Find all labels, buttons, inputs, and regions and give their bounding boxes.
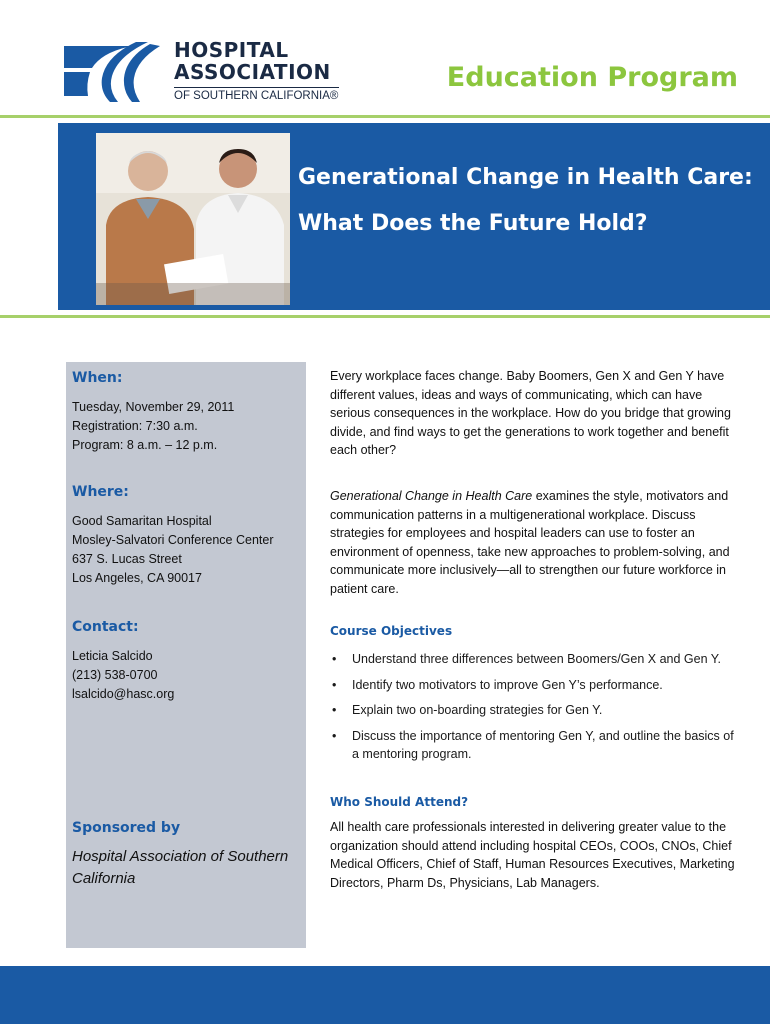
- two-men-photo-icon: [96, 133, 290, 305]
- where-heading: Where:: [72, 484, 129, 500]
- contact-heading: Contact:: [72, 619, 139, 635]
- course-description: [330, 487, 740, 598]
- logo-text-association: ASSOCIATION: [174, 60, 331, 84]
- hasc-logo: [62, 38, 352, 108]
- course-title-italic: Generational Change in Health Care: [330, 489, 533, 503]
- when-registration: Registration: 7:30 a.m.: [72, 419, 198, 433]
- event-details-sidebar: [66, 362, 306, 948]
- title-banner: [58, 123, 770, 310]
- list-item: • Identify two motivators to improve Gen Y’s performance.: [330, 676, 740, 695]
- program-label: Education Program: [446, 62, 738, 93]
- contact-name: Leticia Salcido: [72, 649, 153, 663]
- logo-text-hospital: HOSPITAL: [174, 38, 289, 62]
- where-street: 637 S. Lucas Street: [72, 552, 182, 566]
- event-title-line2: What Does the Future Hold?: [298, 211, 648, 236]
- when-details: [72, 398, 234, 455]
- when-date: Tuesday, November 29, 2011: [72, 400, 235, 414]
- when-heading: When:: [72, 370, 123, 386]
- bottom-divider: [0, 315, 770, 318]
- attend-paragraph: All health care professionals interested in delivering greater value to the organization should attend including hospital CEOs, COOs, CNOs, Chief Medical Officers, Chief of Staff, Human Resources Executives, Marketing Directors, Pharm Ds, Physicians, Lab Managers.: [330, 820, 735, 890]
- footer-bar: [0, 966, 770, 1024]
- intro-paragraph: Every workplace faces change. Baby Boomers, Gen X and Gen Y have different values, ideas and ways of communicating, which can have serious consequences in the workplace. How do you bridge that growing divide, and find ways to get the generations to work together and benefit each other?: [330, 369, 731, 457]
- list-item: • Discuss the importance of mentoring Gen Y, and outline the basics of a mentoring program.: [330, 727, 740, 764]
- contact-phone: (213) 538-0700: [72, 668, 158, 682]
- when-program: Program: 8 a.m. – 12 p.m.: [72, 438, 218, 452]
- contact-email[interactable]: lsalcido@hasc.org: [72, 687, 175, 701]
- objectives-list: [330, 650, 740, 771]
- sponsor-heading: Sponsored by: [72, 820, 181, 836]
- objectives-heading: Course Objectives: [330, 624, 453, 638]
- sponsor-name: Hospital Association of Southern California: [72, 848, 289, 887]
- contact-details: [72, 647, 174, 704]
- list-item: • Explain two on-boarding strategies for Gen Y.: [330, 701, 740, 720]
- top-divider: [0, 115, 770, 118]
- where-center: Mosley-Salvatori Conference Center: [72, 533, 274, 547]
- course-description-text: examines the style, motivators and communication patterns in a multigenerational workplace. Discuss strategies for employees and hospital leaders can use to foster an environment of openness, take new approaches to problem-solving, and communicate more inclusively—all to strengthen our future workforce in patient care.: [330, 489, 730, 596]
- attend-heading: Who Should Attend?: [330, 795, 469, 809]
- where-details: [72, 512, 273, 588]
- event-title-line1: Generational Change in Health Care:: [298, 165, 753, 190]
- logo-swoosh-icon: [62, 38, 162, 104]
- list-item: • Understand three differences between Boomers/Gen X and Gen Y.: [330, 650, 740, 669]
- logo-text-region: OF SOUTHERN CALIFORNIA®: [174, 87, 339, 102]
- where-city: Los Angeles, CA 90017: [72, 571, 202, 585]
- header-photo: [96, 133, 290, 305]
- where-venue: Good Samaritan Hospital: [72, 514, 212, 528]
